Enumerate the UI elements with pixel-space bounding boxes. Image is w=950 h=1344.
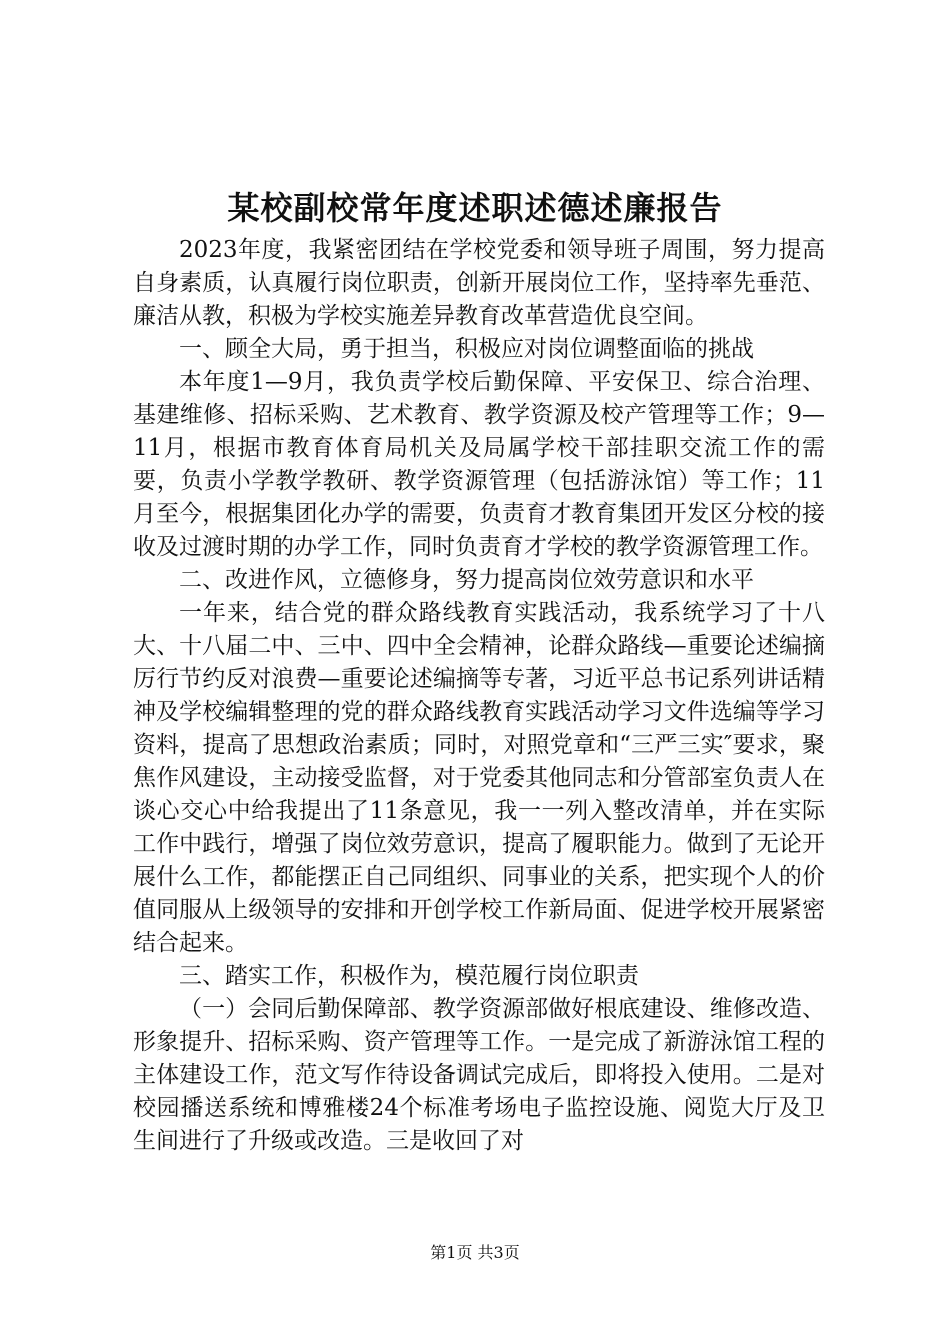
section-heading-2: 二、改进作风，立德修身，努力提高岗位效劳意识和水平: [179, 567, 754, 593]
intro-paragraph: 2023年度，我紧密团结在学校党委和领导班子周围，努力提高自身素质，认真履行岗位职责，创新开展岗位工作，坚持率先垂范、廉洁从教，积极为学校实施差异教育改革营造优良空间。: [133, 237, 825, 329]
section-1-paragraph: 本年度1—9月，我负责学校后勤保障、平安保卫、综合治理、基建维修、招标采购、艺术教育、教学资源及校产管理等工作；9—11月，根据市教育体育局机关及局属学校干部挂职交流工作的需要，负责小学教学教研、教学资源管理（包括游泳馆）等工作；11月至今，根据集团化办学的需要，负责育才教育集团开发区分校的接收及过渡时期的办学工作，同时负责育才学校的教学资源管理工作。: [133, 369, 825, 560]
document-title: 某校副校常年度述职述德述廉报告: [227, 189, 723, 227]
section-heading-3: 三、踏实工作，积极作为，模范履行岗位职责: [179, 963, 639, 989]
section-2-paragraph: 一年来，结合党的群众路线教育实践活动，我系统学习了十八大、十八届二中、三中、四中全会精神，论群众路线—重要论述编摘厉行节约反对浪费—重要论述编摘等专著，习近平总书记系列讲话精神及学校编辑整理的党的群众路线教育实践活动学习文件选编等学习资料，提高了思想政治素质；同时，对照党章和“三严三实″要求，聚焦作风建设，主动接受监督，对于党委其他同志和分管部室负责人在谈心交心中给我提出了11条意见，我一一列入整改清单，并在实际工作中践行，增强了岗位效劳意识，提高了履职能力。做到了无论开展什么工作，都能摆正自己同组织、同事业的关系，把实现个人的价值同服从上级领导的安排和开创学校工作新局面、促进学校开展紧密结合起来。: [133, 600, 825, 956]
section-heading-1: 一、顾全大局，勇于担当，积极应对岗位调整面临的挑战: [179, 336, 754, 362]
section-3-paragraph: （一）会同后勤保障部、教学资源部做好根底建设、维修改造、形象提升、招标采购、资产管理等工作。一是完成了新游泳馆工程的主体建设工作，范文写作待设备调试完成后，即将投入使用。二是对校园播送系统和博雅楼24个标准考场电子监控设施、阅览大厅及卫生间进行了升级或改造。三是收回了对: [133, 996, 825, 1154]
page-footer: 第1页 共3页: [430, 1243, 520, 1262]
document-body: [133, 234, 825, 1158]
